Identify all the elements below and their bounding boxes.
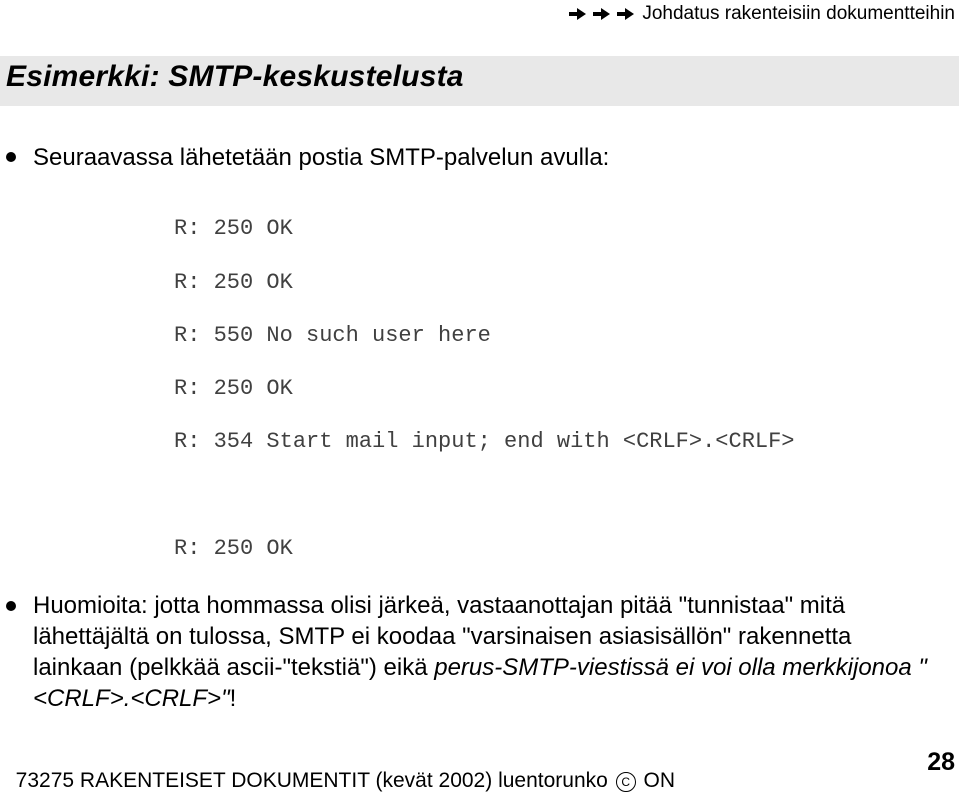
right-arrow-icon [614, 8, 634, 20]
note-emphasis: perus-SMTP-viestissä ei voi olla merkkijonoa "<CRLF>.<CRLF>" [33, 654, 927, 712]
right-arrow-icon [566, 8, 586, 20]
copyright-icon: C [616, 772, 636, 792]
note-paragraph [33, 590, 938, 714]
footer-course: 73275 RAKENTEISET DOKUMENTIT (kevät 2002) luentorunko [15, 769, 614, 792]
smtp-response-1: R: 250 OK [174, 216, 293, 241]
right-arrow-icon [590, 8, 610, 20]
arrow-group [566, 8, 634, 20]
smtp-response-6: R: 250 OK [174, 536, 293, 561]
smtp-response-5: R: 354 Start mail input; end with <CRLF>.<CRLF> [174, 429, 795, 454]
intro-text: Seuraavassa lähetetään postia SMTP-palvelun avulla: [33, 144, 610, 171]
footer-author: ON [637, 769, 675, 792]
header-breadcrumb [566, 0, 955, 28]
smtp-response-2: R: 250 OK [174, 270, 293, 295]
note-end: ! [229, 685, 237, 712]
bullet-icon [6, 601, 16, 611]
note-text: Huomioita: jotta hommassa olisi järkeä, vastaanottajan pitää "tunnistaa" mitä lähettäjältä on tulossa, SMTP ei koodaa "varsinaisen asiasisällön" rakennetta lainkaan (pelkkää ascii-"tekstiä") eikä [33, 592, 852, 681]
page-number: 28 [927, 748, 955, 776]
smtp-response-4: R: 250 OK [174, 376, 293, 401]
course-title: Johdatus rakenteisiin dokumentteihin [642, 3, 955, 24]
bullet-icon [6, 152, 16, 162]
slide-title: Esimerkki: SMTP-keskustelusta [6, 60, 464, 93]
smtp-response-3: R: 550 No such user here [174, 323, 491, 348]
footer [4, 745, 675, 793]
